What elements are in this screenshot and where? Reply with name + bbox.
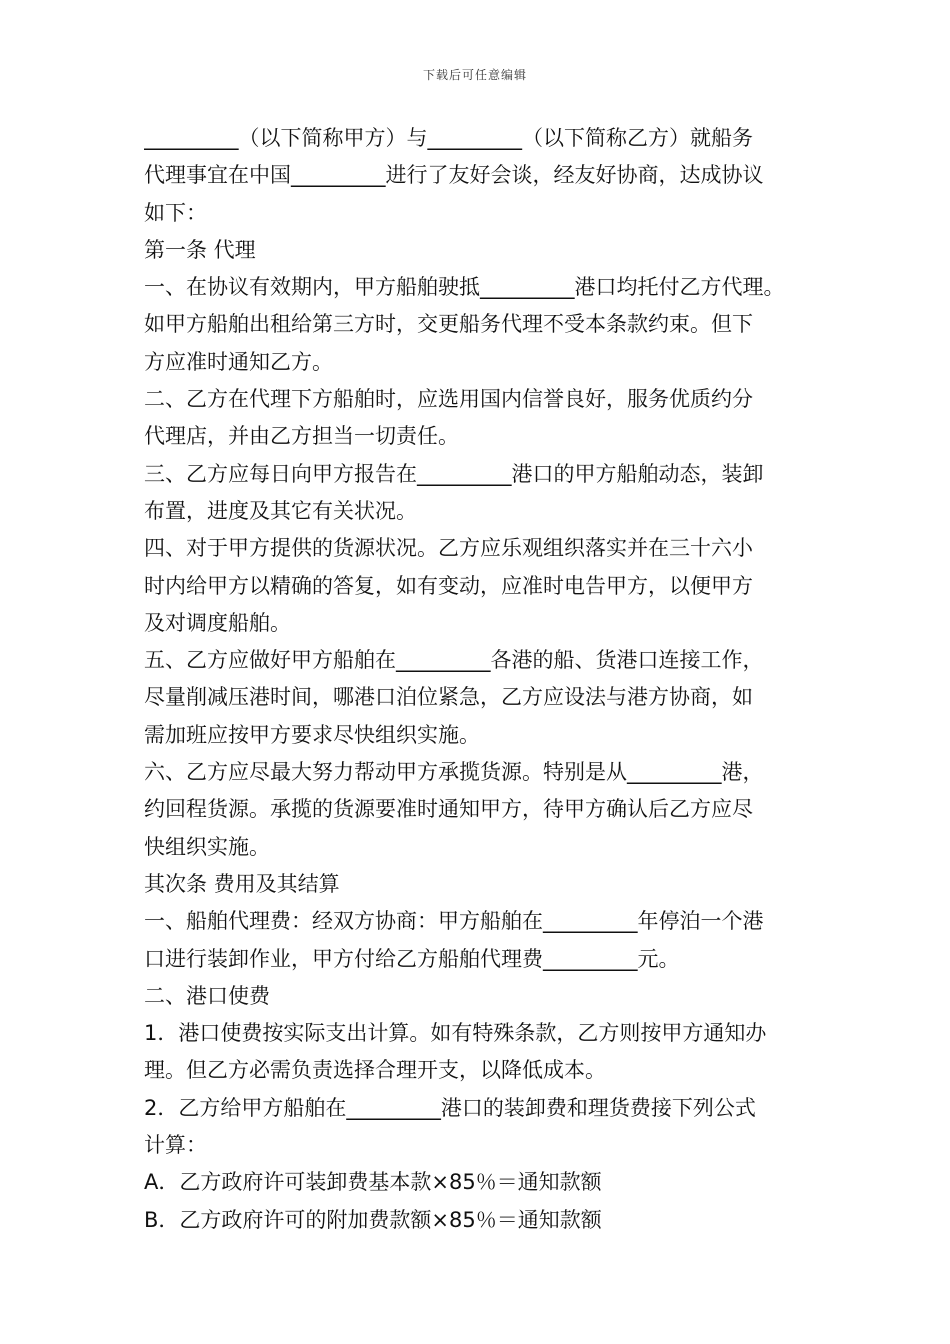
text-line: 三、乙方应每日向甲方报告在_________港口的甲方船舶动态，装卸: [144, 461, 764, 486]
document-body: [144, 120, 824, 1239]
text-line: 尽量削减压港时间，哪港口泊位紧急，乙方应设法与港方协商，如: [144, 685, 753, 710]
text-line: 1．港口使费按实际支出计算。如有特殊条款，乙方则按甲方通知办: [144, 1021, 767, 1046]
text-line: 如甲方船舶出租给第三方时，交更船务代理不受本条款约束。但下: [144, 312, 753, 337]
text-line: 二、乙方在代理下方船舶时，应选用国内信誉良好，服务优质约分: [144, 387, 753, 412]
text-line: 2．乙方给甲方船舶在_________港口的装卸费和理货费接下列公式: [144, 1095, 756, 1120]
text-line: 时内给甲方以精确的答复，如有变动，应准时电告甲方，以便甲方: [144, 573, 753, 598]
text-line: 口进行装卸作业，甲方付给乙方船舶代理费_________元。: [144, 946, 680, 971]
section-heading: 第一条 代理: [144, 237, 256, 262]
text-line: A．乙方政府许可装卸费基本款×85％＝通知款额: [144, 1170, 602, 1195]
text-line: 理。但乙方必需负责选择合理开支，以降低成本。: [144, 1058, 606, 1083]
text-line: 代理事宜在中国_________进行了友好会谈，经友好协商，达成协议: [144, 163, 764, 188]
text-line: 五、乙方应做好甲方船舶在_________各港的船、货港口连接工作，: [144, 648, 764, 673]
text-line: 一、船舶代理费：经双方协商：甲方船舶在_________年停泊一个港: [144, 909, 764, 934]
text-line: 快组织实施。: [144, 834, 270, 859]
text-line: 布置，进度及其它有关状况。: [144, 498, 417, 523]
text-line: _________（以下简称甲方）与_________（以下简称乙方）就船务: [144, 126, 753, 150]
text-line: 六、乙方应尽最大努力帮动甲方承揽货源。特别是从_________港，: [144, 760, 764, 785]
text-line: 约回程货源。承揽的货源要准时通知甲方，待甲方确认后乙方应尽: [144, 797, 753, 822]
text-line: 需加班应按甲方要求尽快组织实施。: [144, 722, 480, 747]
text-line: 及对调度船舶。: [144, 610, 291, 635]
header-note: 下载后可任意编辑: [422, 68, 527, 82]
text-line: 代理店，并由乙方担当一切责任。: [144, 424, 459, 449]
text-line: B．乙方政府许可的附加费款额×85％＝通知款额: [144, 1207, 602, 1232]
text-line: 四、对于甲方提供的货源状况。乙方应乐观组织落实并在三十六小: [144, 536, 753, 561]
section-heading: 其次条 费用及其结算: [144, 871, 340, 896]
text-line: 一、在协议有效期内，甲方船舶驶抵_________港口均托付乙方代理。: [144, 275, 785, 300]
text-line: 计算：: [144, 1133, 207, 1158]
text-line: 二、港口使费: [144, 983, 270, 1008]
text-line: 方应准时通知乙方。: [144, 349, 333, 374]
text-line: 如下：: [144, 200, 207, 225]
